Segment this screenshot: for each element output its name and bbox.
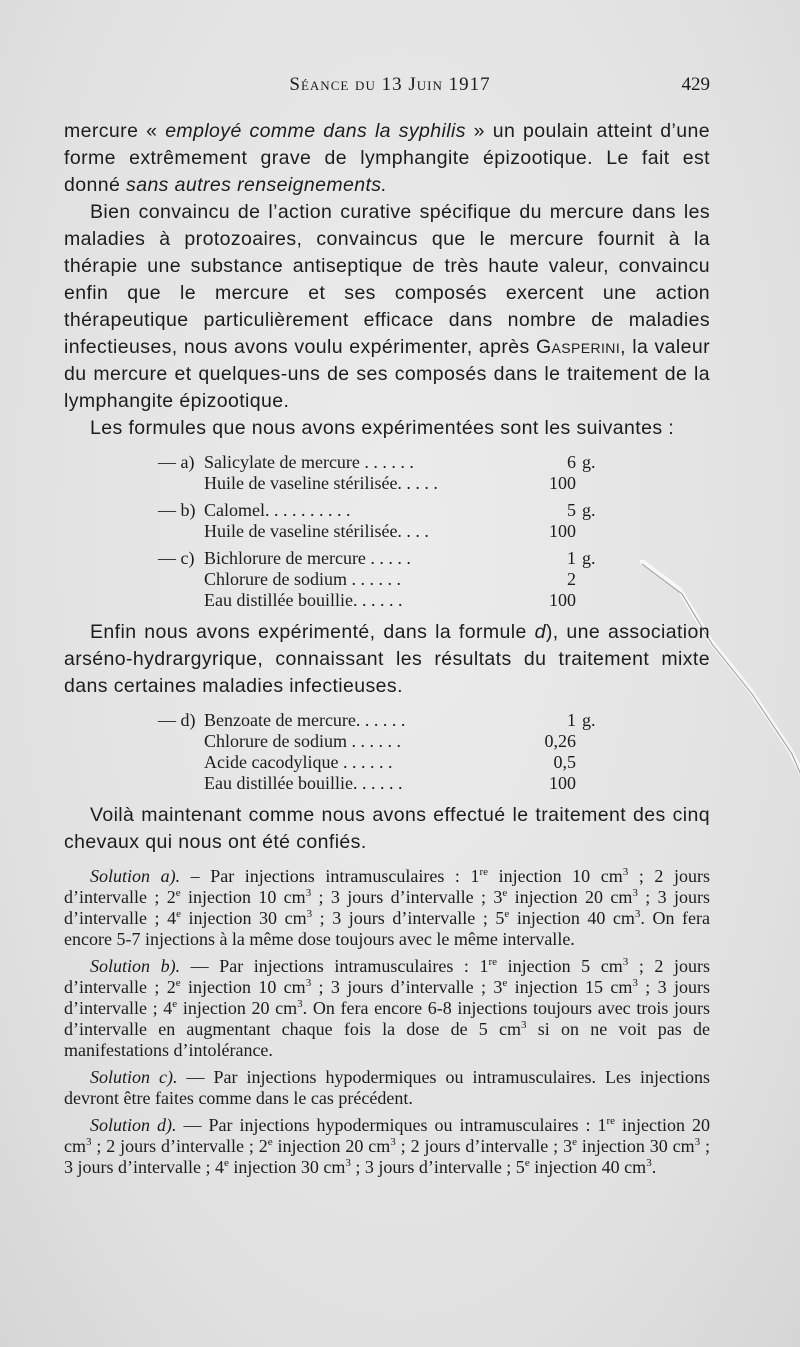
ingredient-quantity: 100 <box>549 473 576 493</box>
ingredient-unit <box>576 752 622 773</box>
superscript: e <box>502 977 508 989</box>
superscript: 3 <box>297 998 303 1010</box>
formula-row <box>64 548 710 569</box>
formula-d <box>64 710 710 794</box>
text-run: ; 3 jours d’intervalle ; 5 <box>312 908 505 928</box>
text-run: injection 15 cm <box>507 977 633 997</box>
ingredient-quantity: 0,5 <box>553 752 576 772</box>
text-run: . On fera encore 6-8 injections toujours avec trois jours d’intervalle en augmentant chaque fois la dose de 5 cm <box>64 998 710 1039</box>
text-run: injection 40 cm <box>509 908 635 928</box>
ingredient-quantity: 6 <box>567 452 576 472</box>
formula-label: — b) <box>158 500 196 520</box>
text-run: injection 20 cm <box>507 887 633 907</box>
ingredient-quantity: 1 <box>567 710 576 730</box>
italic-text: d <box>534 621 546 643</box>
superscript: e <box>223 1157 229 1169</box>
ingredient-name: Chlorure de sodium . . . . . . <box>204 569 401 589</box>
solutions-section <box>64 866 710 1178</box>
text-run: ; 2 jours d’intervalle ; 2 <box>91 1136 268 1156</box>
ingredient-cell <box>64 731 536 752</box>
superscript: re <box>479 866 489 878</box>
ingredient-cell <box>64 548 536 569</box>
text-run: , la valeur du mercure et quelques-uns de ses composés dans le traitement de la lymphangite épizootique. <box>64 336 710 412</box>
ingredient-quantity: 0,26 <box>544 731 576 751</box>
ingredient-cell <box>64 752 536 773</box>
superscript: e <box>172 998 178 1010</box>
formula-label: — d) <box>158 710 196 730</box>
superscript: 3 <box>622 956 629 968</box>
ingredient-quantity: 100 <box>549 590 576 610</box>
superscript: 3 <box>622 866 629 878</box>
paragraph <box>64 199 710 415</box>
ingredient-quantity: 5 <box>567 500 576 520</box>
text-run: Voilà maintenant comme nous avons effectué le traitement des cinq chevaux qui nous ont été confiés. <box>64 804 710 853</box>
solution-d <box>64 1115 710 1178</box>
formula-c <box>64 548 710 611</box>
text-run: — Par injections hypodermiques ou intramusculaires. Les injections devront être faites comme dans le cas précédent. <box>64 1067 710 1108</box>
ingredient-cell <box>64 473 536 494</box>
text-run: injection 10 cm <box>488 866 623 886</box>
text-run: injection 30 cm <box>576 1136 695 1156</box>
solution-c <box>64 1067 710 1109</box>
text-run: Enfin nous avons expérimenté, dans la formule <box>90 621 535 643</box>
text-run: injection 5 cm <box>497 956 623 976</box>
superscript: e <box>524 1157 530 1169</box>
ingredient-cell <box>64 773 536 794</box>
italic-text: Solution a). <box>90 866 181 886</box>
formula-row <box>64 521 710 542</box>
ingredient-unit <box>576 773 622 794</box>
text-run: — Par injections hypodermiques ou intramusculaires : 1 <box>176 1115 607 1135</box>
text-run: ; 3 jours d’intervalle ; 3 <box>311 887 503 907</box>
superscript: 3 <box>306 908 313 920</box>
page-number: 429 <box>681 74 710 95</box>
superscript: 3 <box>86 1136 92 1148</box>
ingredient-name: Bichlorure de mercure . . . . . <box>204 548 411 568</box>
text-run: . On fera encore 5-7 injections à la même dose toujours avec le même intervalle. <box>64 908 710 949</box>
formula-b <box>64 500 710 542</box>
ingredient-name: Eau distillée bouillie. . . . . . <box>204 590 403 610</box>
formula-label: — c) <box>158 548 195 568</box>
text-run: si on ne voit pas de manifestations d’intolérance. <box>64 1019 710 1060</box>
superscript: 3 <box>694 1136 701 1148</box>
text-run: ; 2 jours d’intervalle ; 2 <box>64 956 710 997</box>
text-run: ; 3 jours d’intervalle ; 5 <box>350 1157 525 1177</box>
italic-text: sans autres renseignements. <box>126 174 388 196</box>
ingredient-name: Huile de vaseline stérilisée. . . . <box>204 521 429 541</box>
running-head: Séance du 13 Juin 1917 <box>289 74 491 95</box>
superscript: re <box>488 956 498 968</box>
ingredient-unit <box>576 521 622 542</box>
italic-text: Solution b). <box>90 956 181 976</box>
superscript: 3 <box>632 977 638 989</box>
text-run: ; 3 jours d’intervalle ; 4 <box>64 977 710 1018</box>
ingredient-quantity: 100 <box>549 521 576 541</box>
text-run: injection 40 cm <box>529 1157 647 1177</box>
text-run: ), une association arséno-hydrargyrique, connaissant les résultats du traitement mixte dans certaines maladies infectieuses. <box>64 621 710 697</box>
formula-row <box>64 500 710 521</box>
text-run: ; 2 jours d’intervalle ; 3 <box>395 1136 573 1156</box>
superscript: e <box>175 887 181 899</box>
ingredient-quantity: 100 <box>549 773 576 793</box>
superscript: 3 <box>646 1157 652 1169</box>
ingredient-unit: g. <box>582 710 596 730</box>
text-run: » un poulain atteint d’une forme extrêmement grave de lymphangite épizootique. Le fait est donné <box>64 120 710 196</box>
ingredient-cell <box>64 521 536 542</box>
formula-row <box>64 710 710 731</box>
text-run: injection 20 cm <box>272 1136 391 1156</box>
ingredient-unit <box>576 569 622 590</box>
superscript: e <box>176 908 181 920</box>
ingredient-unit: g. <box>582 500 596 520</box>
formula-row <box>64 731 710 752</box>
text-run: Bien convaincu de l’action curative spécifique du mercure dans les maladies à protozoaires, convaincus que le mercure fournit à la thérapie une substance antiseptique de très haute valeur, convaincu enfin que le mercure et ses composés exercent une action thérapeutique particulièrement efficace dans nombre de maladies infectieuses, nous avons voulu expérimenter, après <box>64 201 710 358</box>
ingredient-unit <box>576 590 622 611</box>
ingredient-name: Chlorure de sodium . . . . . . <box>204 731 401 751</box>
italic-text: Solution d). <box>90 1115 177 1135</box>
italic-text: employé comme dans la syphilis <box>165 120 466 142</box>
text-run: injection 10 cm <box>180 887 306 907</box>
formula-a <box>64 452 710 494</box>
superscript: 3 <box>305 977 312 989</box>
formula-row <box>64 473 710 494</box>
ingredient-unit <box>576 731 622 752</box>
text-run: injection 30 cm <box>228 1157 346 1177</box>
text-run: ; 3 jours d’intervalle ; 4 <box>64 1136 710 1177</box>
ingredient-name: Huile de vaseline stérilisée. . . . . <box>204 473 438 493</box>
text-run: ; 3 jours d’intervalle ; 4 <box>64 887 710 928</box>
paragraph <box>64 802 710 856</box>
text-run: ; 2 jours d’intervalle ; 2 <box>64 866 710 907</box>
superscript: e <box>504 908 510 920</box>
ingredient-cell <box>64 710 536 731</box>
ingredient-unit <box>576 473 622 494</box>
superscript: 3 <box>521 1019 527 1031</box>
superscript: 3 <box>305 887 312 899</box>
ingredient-unit: g. <box>582 452 596 472</box>
solution-b <box>64 956 710 1061</box>
paragraph <box>64 619 710 700</box>
formula-row <box>64 569 710 590</box>
ingredient-name: Benzoate de mercure. . . . . . <box>204 710 406 730</box>
ingredient-cell <box>64 452 536 473</box>
page-header <box>0 74 800 104</box>
superscript: 3 <box>632 887 638 899</box>
solution-a <box>64 866 710 950</box>
ingredient-quantity: 1 <box>567 548 576 568</box>
ingredient-name: Salicylate de mercure . . . . . . <box>204 452 414 472</box>
ingredient-name: Acide cacodylique . . . . . . <box>204 752 393 772</box>
formula-row <box>64 752 710 773</box>
ingredient-name: Eau distillée bouillie. . . . . . <box>204 773 403 793</box>
formula-label: — a) <box>158 452 195 472</box>
ingredient-cell <box>64 569 536 590</box>
superscript: 3 <box>390 1136 396 1148</box>
superscript: 3 <box>634 908 641 920</box>
superscript: 3 <box>345 1157 351 1169</box>
ingredient-cell <box>64 500 536 521</box>
superscript: e <box>502 887 508 899</box>
text-run: – Par injections intramusculaires : 1 <box>180 866 480 886</box>
formula-row <box>64 452 710 473</box>
formula-row <box>64 590 710 611</box>
ingredient-unit: g. <box>582 548 596 568</box>
italic-text: Solution c). <box>90 1067 178 1087</box>
text-run: injection 30 cm <box>180 908 307 928</box>
text-run: — Par injections intramusculaires : 1 <box>180 956 489 976</box>
ingredient-quantity: 2 <box>567 569 576 589</box>
text-run: Les formules que nous avons expérimentées sont les suivantes : <box>90 417 675 439</box>
ingredient-name: Calomel. . . . . . . . . . <box>204 500 351 520</box>
ingredient-cell <box>64 590 536 611</box>
text-run: ; 3 jours d’intervalle ; 3 <box>311 977 503 997</box>
superscript: e <box>175 977 181 989</box>
paragraph <box>64 118 710 199</box>
paragraph <box>64 415 710 442</box>
page-body <box>64 118 710 1178</box>
text-run: injection 10 cm <box>180 977 306 997</box>
text-run: . <box>651 1157 657 1177</box>
superscript: re <box>606 1115 616 1127</box>
formula-row <box>64 773 710 794</box>
text-run: injection 20 cm <box>64 1115 711 1156</box>
text-run: mercure « <box>64 120 166 142</box>
superscript: e <box>572 1136 577 1148</box>
text-run: injection 20 cm <box>177 998 298 1018</box>
superscript: e <box>267 1136 273 1148</box>
text-run: Gasperini <box>535 336 621 358</box>
